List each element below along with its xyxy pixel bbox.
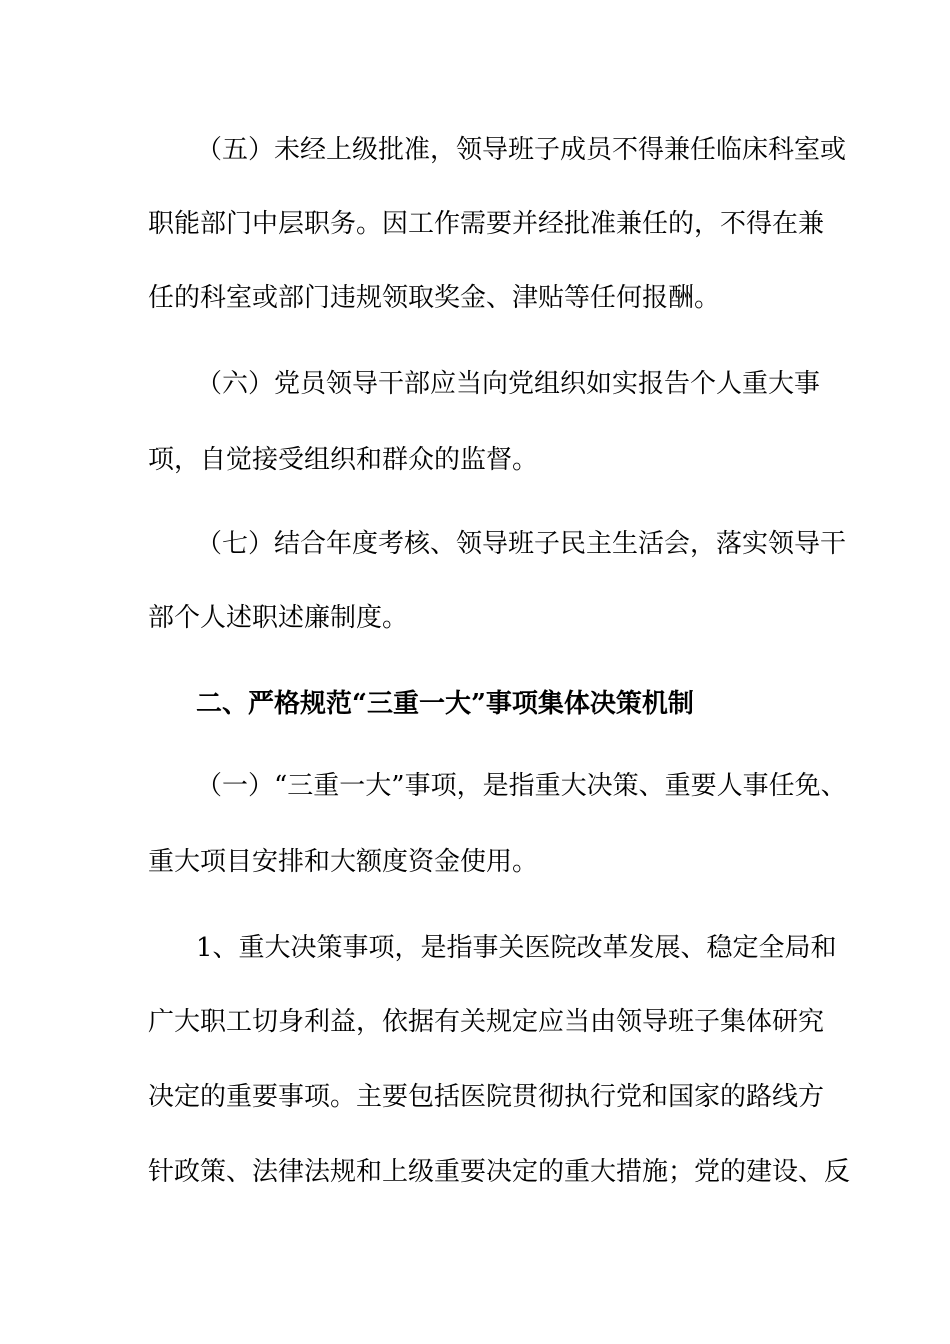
text-line-1: （五）未经上级批准，领导班子成员不得兼任临床科室或	[196, 135, 847, 165]
paragraph-line	[0, 766, 950, 806]
paragraph-line	[0, 598, 950, 638]
paragraph-line	[0, 130, 950, 170]
paragraph-line	[0, 928, 950, 968]
paragraph-line	[0, 440, 950, 480]
paragraph-line	[0, 278, 950, 318]
text-line-13: 决定的重要事项。主要包括医院贯彻执行党和国家的路线方	[148, 1082, 825, 1112]
text-line-9: （一）“三重一大”事项，是指重大决策、重要人事任免、	[196, 771, 847, 801]
text-line-4: （六）党员领导干部应当向党组织如实报告个人重大事	[196, 369, 821, 399]
text-line-12: 广大职工切身利益，依据有关规定应当由领导班子集体研究	[148, 1007, 825, 1037]
text-line-14: 针政策、法律法规和上级重要决定的重大措施；党的建设、反	[148, 1157, 851, 1187]
text-line-6: （七）结合年度考核、领导班子民主生活会，落实领导干	[196, 529, 847, 559]
paragraph-line	[0, 1002, 950, 1042]
section-heading	[0, 684, 950, 724]
text-line-10: 重大项目安排和大额度资金使用。	[148, 847, 539, 877]
paragraph-line	[0, 1152, 950, 1192]
paragraph-line	[0, 364, 950, 404]
text-line-2: 职能部门中层职务。因工作需要并经批准兼任的，不得在兼	[148, 209, 825, 239]
paragraph-line	[0, 204, 950, 244]
paragraph-line	[0, 842, 950, 882]
text-line-3: 任的科室或部门违规领取奖金、津贴等任何报酬。	[148, 283, 721, 313]
paragraph-line	[0, 524, 950, 564]
text-line-7: 部个人述职述廉制度。	[148, 603, 409, 633]
text-line-5: 项，自觉接受组织和群众的监督。	[148, 445, 539, 475]
paragraph-line	[0, 1077, 950, 1117]
heading-text: 二、严格规范“三重一大”事项集体决策机制	[196, 689, 694, 719]
text-line-11: 1、重大决策事项，是指事关医院改革发展、稳定全局和	[196, 933, 837, 963]
